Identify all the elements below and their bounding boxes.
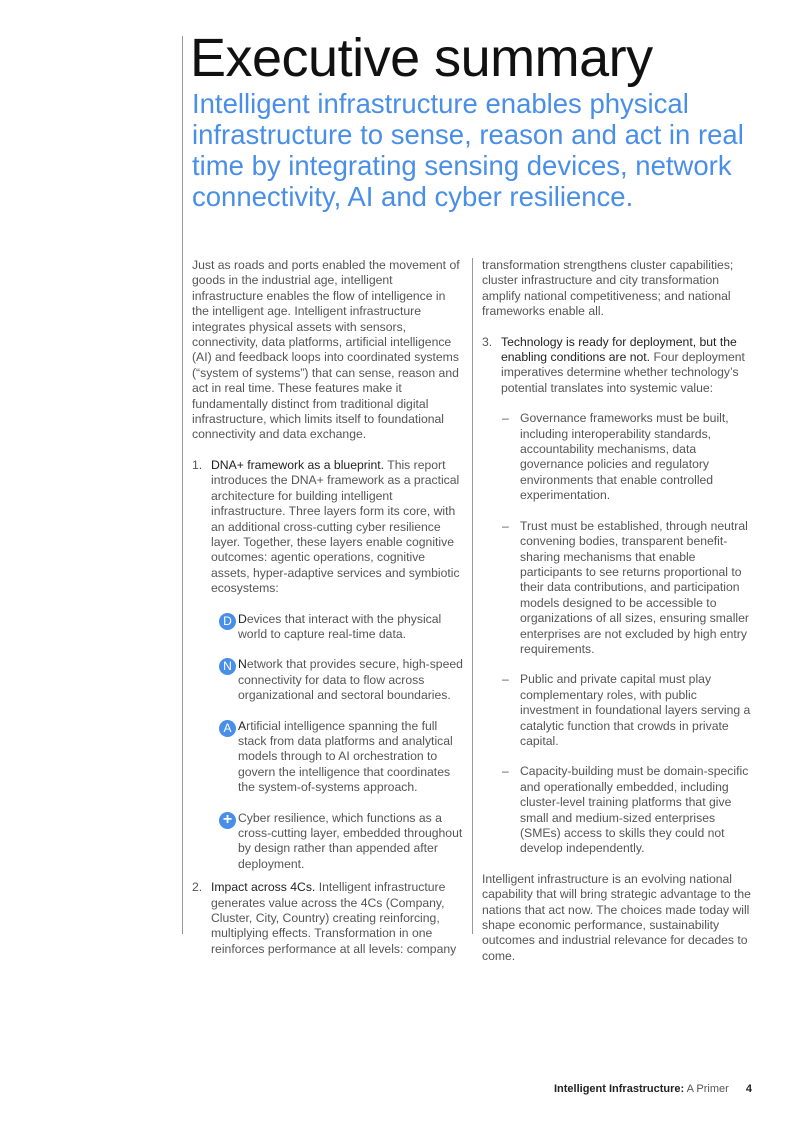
footer-title-rest: A Primer — [686, 1083, 729, 1095]
list-item-heading: DNA+ framework as a blueprint. — [211, 457, 385, 472]
page-subtitle: Intelligent infrastructure enables physical infrastructure to sense, reason and act in real time by integrating sensing devices, network connectivity, AI and cyber resilience. — [192, 88, 744, 212]
layer-text: evices that interact with the physical world to capture real-time data. — [238, 611, 442, 641]
imperative-text: Governance frameworks must be built, including interoperability standards, accountability mechanisms, data governance policies and regulatory environments that enable controlled experimentation. — [520, 411, 729, 503]
list-item-text: Four deployment imperatives determine whether technology’s potential translates into systemic value: — [501, 350, 745, 395]
footer-title-bold: Intelligent Infrastructure: — [553, 1083, 685, 1095]
layer-devices — [211, 612, 464, 643]
right-column — [482, 258, 754, 964]
column-divider-rule — [472, 258, 473, 934]
imperative-capacity-building — [482, 764, 754, 856]
list-item-text: This report introduces the DNA+ framework as a practical architecture for building intelligent infrastructure. Three layers form its core, with an additional cross-cutting cyber resilience layer. Together, these layers enable cognitive outcomes: agentic operations, cognitive assets, hyper-adaptive services and symbiotic ecosystems: — [211, 457, 460, 596]
continuation-paragraph: transformation strengthens cluster capabilities; cluster infrastructure and city transformation amplify national competitiveness; and national frameworks enable all. — [482, 258, 734, 319]
imperative-governance — [482, 411, 754, 503]
layer-initial: D — [238, 611, 247, 626]
imperative-text: Trust must be established, through neutral convening bodies, transparent benefit-sharing mechanisms that enable participants to see returns proportional to their data contributions, and participation models designed to be accessible to organizations of all sizes, ensuring smaller enterprises are not excluded by high entry requirements. — [520, 518, 749, 656]
page-footer — [554, 1083, 752, 1095]
list-item-text: Intelligent infrastructure generates value across the 4Cs (Company, Cluster, City, Country) creating reinforcing, multiplying effects. Transformation in one reinforces performance at all levels: company — [211, 880, 457, 956]
list-number: 1. — [192, 457, 203, 472]
list-item-heading: Impact across 4Cs. — [211, 880, 316, 895]
imperative-text: Capacity-building must be domain-specific and operationally embedded, including cluster-level training platforms that give small and medium-sized enterprises (SMEs) access to skills they could not develop independently. — [520, 764, 749, 856]
layer-text: etwork that provides secure, high-speed connectivity for data to flow across organizational and sectoral boundaries. — [238, 657, 463, 703]
layer-ai — [211, 719, 464, 796]
dash-marker: – — [502, 411, 509, 426]
page-number: 4 — [745, 1083, 752, 1095]
list-item-3 — [482, 335, 754, 397]
intro-paragraph: Just as roads and ports enabled the movement of goods in the industrial age, intelligent infrastructure enables the flow of intelligence in the intelligent age. Intelligent infrastructure integrates physical assets with sensors, connectivity, data platforms, artificial intelligence (AI) and feedback loops into coordinated systems (“system of systems”) that can sense, reason and act in real time. These features make it fundamentally distinct from traditional digital infrastructure, which limits itself to foundational connectivity and data exchange. — [192, 258, 460, 442]
layer-cyber-resilience — [211, 811, 464, 873]
letter-a-badge-icon: A — [219, 720, 236, 737]
imperative-capital — [482, 672, 754, 749]
letter-n-badge-icon: N — [219, 658, 236, 675]
dash-marker: – — [502, 764, 509, 779]
dash-marker: – — [502, 518, 509, 533]
layer-text: Cyber resilience, which functions as a cross-cutting layer, embedded throughout by design rather than appended after deployment. — [238, 810, 463, 871]
list-item-2 — [192, 880, 464, 957]
left-margin-rule — [182, 36, 183, 934]
letter-d-badge-icon: D — [219, 613, 236, 630]
page-title: Executive summary — [190, 28, 653, 88]
imperative-text: Public and private capital must play complementary roles, with public investment in foundational layers serving a catalytic function that crowds in private capital. — [520, 672, 751, 748]
list-number: 2. — [192, 880, 203, 895]
layer-initial: A — [238, 718, 247, 733]
closing-paragraph: Intelligent infrastructure is an evolving national capability that will bring strategic advantage to the nations that act now. The choices made today will shape economic performance, sustainability outcomes and industrial relevance for decades to come. — [482, 871, 751, 963]
list-number: 3. — [482, 334, 493, 349]
list-item-heading: Technology is ready for deployment, but the enabling conditions are not. — [501, 334, 737, 365]
layer-initial: N — [238, 657, 247, 672]
left-column — [192, 258, 464, 957]
layer-network — [211, 657, 464, 703]
list-item-1 — [192, 458, 464, 597]
layer-text: rtificial intelligence spanning the full stack from data platforms and analytical models through to AI orchestration to govern the intelligence that coordinates the system-of-systems approach. — [238, 718, 453, 795]
plus-badge-icon: + — [219, 812, 236, 829]
imperative-trust — [482, 519, 754, 658]
dash-marker: – — [502, 672, 509, 687]
